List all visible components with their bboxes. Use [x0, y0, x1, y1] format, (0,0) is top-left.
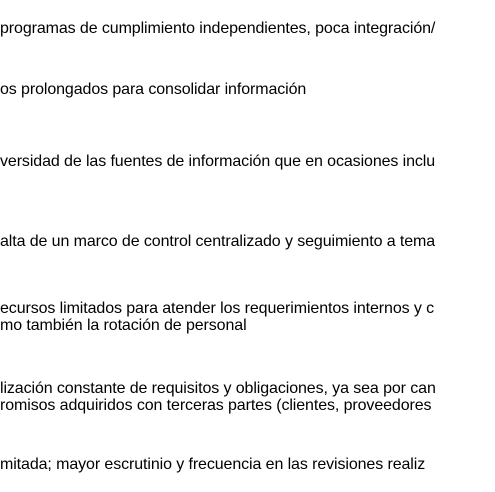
text-line: mitada; mayor escrutinio y frecuencia en las revisiones realiz — [0, 456, 426, 473]
text-line: lización constante de requisitos y obligaciones, ya sea por can — [0, 380, 436, 397]
text-line: os prolongados para consolidar información — [0, 81, 307, 98]
text-line: programas de cumplimiento independientes, poca integración/ — [0, 20, 436, 37]
text-line: ecursos limitados para atender los requerimientos internos y c — [0, 300, 435, 317]
text-line: mo también la rotación de personal — [0, 317, 247, 334]
text-line: romisos adquiridos con terceras partes (clientes, proveedores — [0, 397, 432, 414]
text-line: versidad de las fuentes de información que en ocasiones inclu — [0, 153, 436, 170]
text-line: alta de un marco de control centralizado y seguimiento a tema — [0, 233, 436, 250]
